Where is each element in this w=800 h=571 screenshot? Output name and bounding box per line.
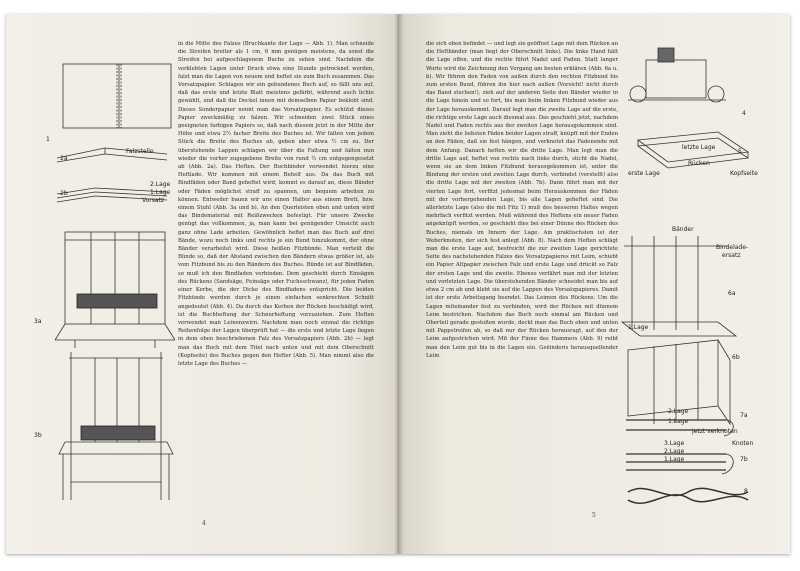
left-page-text: [178, 40, 374, 510]
fig7a-label: 7a: [740, 412, 748, 419]
fig5-spine: Rücken: [688, 160, 710, 167]
fig2b-note1: 2.Lage: [150, 181, 171, 188]
fig5-first-layer: erste Lage: [628, 170, 660, 177]
fig3a-label: 3a: [34, 318, 42, 325]
fig6a-label: 6a: [728, 290, 736, 297]
fig6a-frame-2: ersatz: [722, 252, 741, 259]
right-body-text: die sich oben befindet — und legt sie geöffnet Lage mit dem Rücken an die Heftbänder (man liegt der Oberschnitt links). Die linke Hand hält die Lage offen, und die rechte führt Nadel und Faden. Statt langer Worte wird die Zeichnung den Vorgang am besten erklären (Abb. 6a u. b). Wir führen den Faden von außen durch den rechten Fitzbund bis zum ersten Bund, führen ihn hier nach außen (Vorsicht! nicht durch das Band stechen!), zieh auf der anderen Seite den Bänder wieder in die Lage hinein und so fort, bis man beim linken Fitzbund wieder aus der Lage herauskommt. Darauf legt man die zweite Lage auf die erste, die richtige erste Lage auch diesmal aus. Das geschieht jetzt, nachdem Nadel und Faden rechts aus der zweiten Lage herausgekommen sind. Man zieht die liebsten Fäden beider Lagen straff, knüpft mit der Enden an den Fäden, daß sie fest hängen, und verknotet das Fadenende mit dem Anfang. Danach heften wir die dritte Lage. Man legt man die dritte Lage auf, heftet von rechts nach links durch, sticht die Nadel, wenn sie an dem linken Fitzbund herausgekommen ist, unter die Bindung der ersten und zweiten Lage durch, verbindet (verstellt) also die dritte Lage mit der zweiten (Abb. 7b). Dann führt man mit der vierten Lage fort, verfitzt jedesmal beim Herauskommen der Fäden mit der vorhergehenden Lage, bis alle Lagen geheftet sind. Die allerletzte Lage (also die mit Fitz 1) muß des besseren Haltes wegen mehrfach verfitzt werden. Muß während des Heftens ein neuer Faden angeknüpft werden, so geschieht dies bei einer Dünne des Rücken des Buches, niemals im Innern der Lage. Am praktischsten ist der Weberknoten, der sich fest anlegt (Abb. 8). Nach dem Heften schlägt man die erste Lage auf, bestreicht die zur zweiten Lage gerichtete Seite des nachstehenden Falzes des Vorsatzpapieres mit Leim, schiebt ein Papier Altpapier zwischen Falz und erste Lage und drückt so Falz der ersten Lage und die zweite. Ebenso verfährt man mit der letzten und vorletzten Lage. Die überstehenden Bänder schneidet man bis auf etwa 2 cm ab und klebt sie auf die Lappen des Vorsatzpapieres. Damit ist der erste Arbeitsgang beendet. Das Leimen des Rückens. Um die Lagen miteinander fest zu verbinden, wird der Rücken mit dünnem Leim bestrichen. Nachdem das Buch noch einmal am Rücken und Oberteil gerade gestoßen wurde, deckt man das Buch oben und unten mit Pappstreifen ab, so daß nur der Rücken herausragt, auf den der Leim aufgestrichen wird. Mit der Finne des Hammers (Abb. 9) reibt man den Leim gut bis in die Lagen ein. Geëinderis herausquellender Leim: [426, 41, 618, 359]
fig7a-first-layer: 1.Lage: [668, 418, 689, 425]
left-body-text: in die Mitte des Falzes (Bruchkante der Lage — Abb. 1). Man schneide die Streifen breiter als 1 cm, 6 mm genügen meistens, da sonst die Streifen bei aufgeschlagenem Buche zu sehen sind. Nachdem die verklebten Lagen unter Druck etwa eine Stunde getrocknet werden, falzt man die Lagen von neuem und heftet sie zum Buch zusammen. Das Vorsatzpapier. Schlagen wir ein gebundenes Buch auf, so fällt uns auf, daß das erste und letzte Blatt meistens gefärbt, während auch lichte gewählt, und daß die Deckel innen mit demselben Papier beklebt sind. Dieses Sonderpapier nennt man das Vorsatzpapier. Es schützt dieses Papier zweckmäßig zu falzen. Wir schneiden zwei Stück eines geeigneten farbigen Papiers so, daß nach diesem jetzt in der Mitte der Höhe und etwa 2½ facher Breite des Buches ist. Wir falten von jedem Stück die Breite des Buches ab, geben aber etwa ½ cm zu. Der überstehende Lappen schlagen wir über die Faltung und falten nun wieder die vorher zugegebene Breite von rund ½ cm entgegengesetzt ab (Abb. 2a). Das Heften. Der Buchbinder verwendet hierzu eine Heftlade. Wir kommen mit einem Behelf aus. Da das Buch mit Bindfäden oder Band geheftet wird, kommt es darauf an, diese Bänder oder Fäden möglichst straff zu spannen, um bequem arbeiten zu können. Entweder bauen wir uns einen Halter aus einem Brett, bzw. einem Stuhl (Abb. 3a und b). An den Querleisten oben und unten wird das Bindematerial mit Reißzwecken befestigt. Für unsere Zwecke genügt das vollkommen, ja, man kann bei genügender Umsicht auch ganz ohne Lade arbeiten. Gewöhnlich heftet man das Buch auf drei Bände, wozu noch links und rechts je ein Bund hinzukommt, der ohne Bänder verarbeitet wird. Diese heißen Fitzbünde. Man verteilt die Bünde so, daß der Abstand zwischen den Bändern etwas größer ist, als vom Fitzbund bis zu den Rändern des Buches. Bünde ist auf Bindfäden, so muß ich den Bindfaden verbinden. Dem geschieht durch Einsägen des Rückens (Sandsäge, Feinsäge oder Fuchsschwanz), für jeden Faden einer Kerbe, die der Dicke des Bindfadens entspricht. Die beiden Fitzbünde werden durch je einen einfachen senkrechten Schnitt angedeutet (Abb. 4). Da durch das Kerben der Rücken beschädigt wird, ist die Buchheftung der Schnurheftung vorzuziehen. Zum Heften verwendet man Leinenzwirn. Nachdem man noch einmal die richtige Reihenfolge der Lagen überprüft hat — die erste und letzte Lage liegen in dem oben beschriebenen Falz des Vorsatzpapiers (Abb. 2b) — legt man das Buch mit dem Titel nach unten und mit dem Oberschnitt (Kopfseite) des Buches gegen den Hefter (Abb. 5). Man nimmt also die letzte Lage des Buches —: [178, 41, 374, 367]
fig2b-note3: Vorsatz: [142, 197, 165, 204]
fig6a-first-layer: 1.Lage: [628, 324, 649, 331]
fig7b-first-layer: 1.Lage: [664, 456, 685, 463]
fig5-head: Kopfseite: [730, 170, 758, 177]
book-gutter: [394, 14, 404, 554]
fig7b-third-layer: 3.Lage: [664, 440, 685, 447]
fig2b-note2: 1.Lage: [150, 189, 171, 196]
fig6a-frame-1: Bindelade-: [716, 244, 749, 251]
fig7b-second-layer: 2.Lage: [664, 448, 685, 455]
fig7b-label: 7b: [740, 456, 748, 463]
fig3b-label: 3b: [34, 432, 42, 439]
fig2b-label: 2b: [60, 190, 68, 197]
fig1-label: 1: [46, 136, 50, 143]
fig2a-note: Falzstelle: [126, 148, 154, 155]
fig2a-label: 2a: [60, 155, 68, 162]
fig7b-knot: Knoten: [732, 440, 754, 447]
fig4-label: 4: [742, 110, 746, 117]
left-figures: [55, 62, 175, 502]
fig6b-label: 6b: [732, 354, 740, 361]
fig6a-cords: Bänder: [672, 226, 694, 233]
fig5-label: 5: [738, 148, 742, 155]
fig8-label: 8: [744, 488, 748, 495]
right-page-number: 5: [592, 512, 596, 519]
fig7a-second-layer: 2.Lage: [668, 408, 689, 415]
fig7a-tie-note: jetzt verknoten: [692, 428, 738, 435]
fig5-last-layer: letzte Lage: [682, 144, 716, 151]
left-page-number: 4: [202, 520, 206, 527]
right-page-text: [426, 40, 618, 510]
